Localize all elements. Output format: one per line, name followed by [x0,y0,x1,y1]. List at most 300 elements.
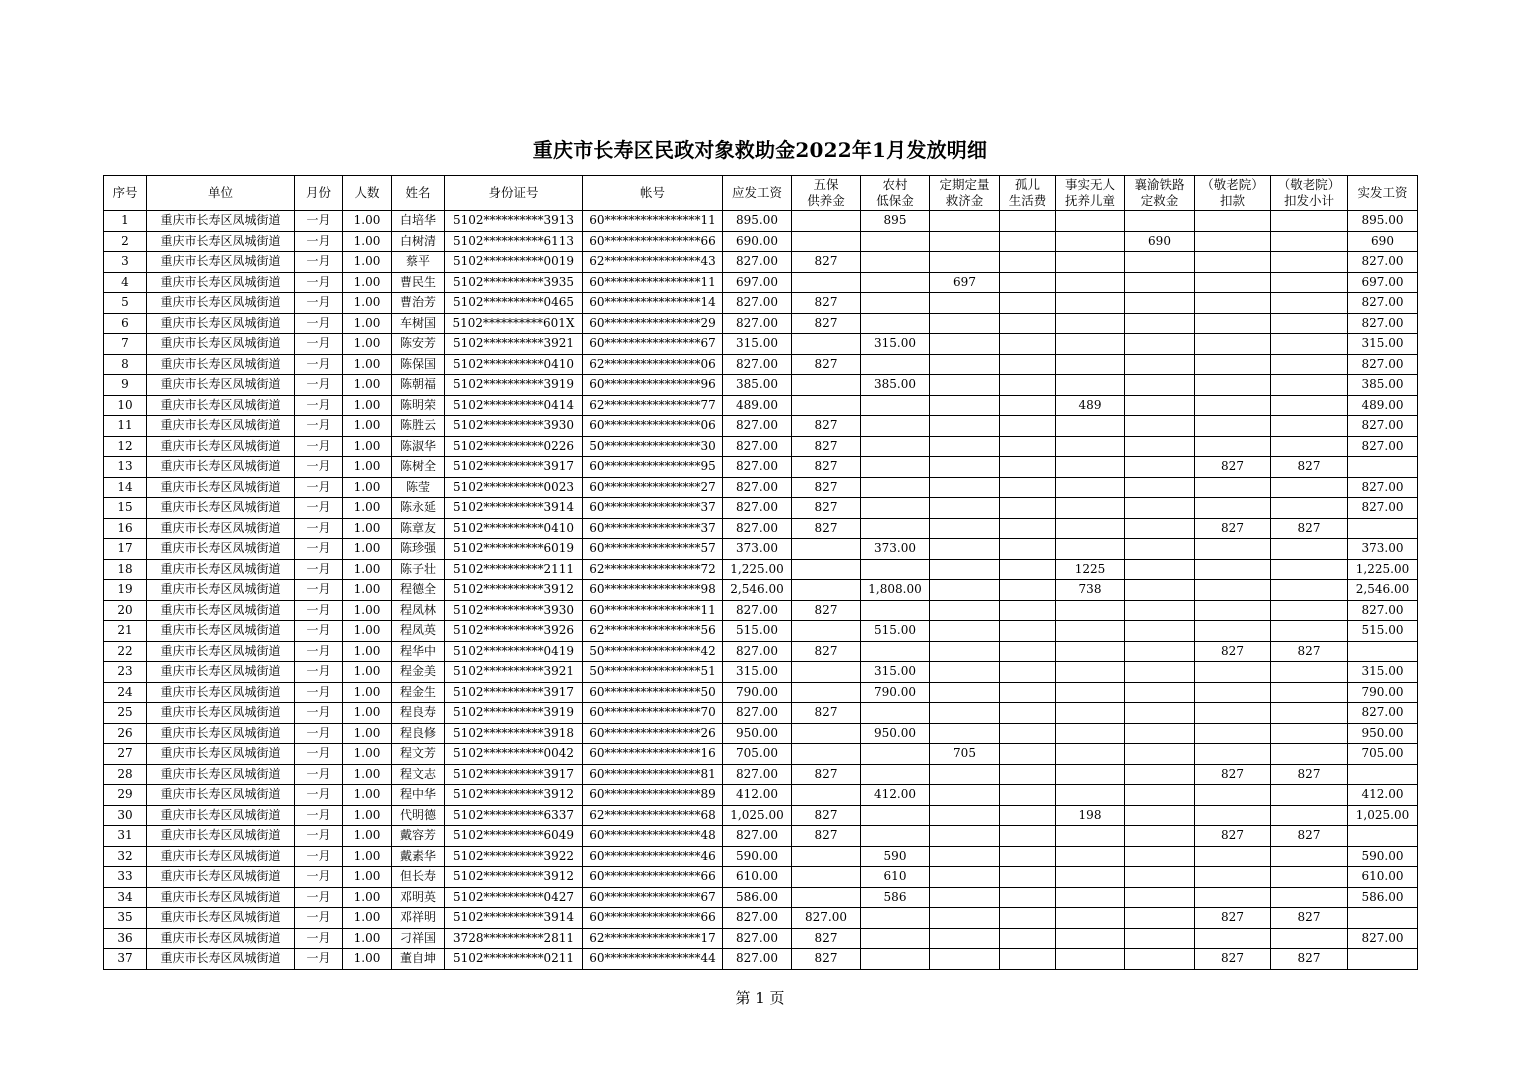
cell-gross-amount: 827.00 [723,477,792,498]
cell-id-number: 5102**********0410 [445,354,583,375]
cell-nursing-home-deduction: 827 [1195,908,1271,929]
cell-unit: 重庆市长寿区凤城街道 [147,375,295,396]
cell-account: 50****************51 [583,662,723,683]
cell-wubao-support [792,621,861,642]
cell-gross-amount: 827.00 [723,436,792,457]
cell-rural-dibao [861,600,930,621]
cell-net-amount: 690 [1348,231,1418,252]
cell-gross-amount: 827.00 [723,416,792,437]
cell-de-facto-orphan [1056,477,1125,498]
cell-fixed-relief [930,887,1000,908]
cell-nursing-home-withheld [1271,211,1348,232]
cell-gross-amount: 827.00 [723,764,792,785]
cell-nursing-home-deduction [1195,600,1271,621]
cell-wubao-support: 827 [792,457,861,478]
cell-net-amount [1348,908,1418,929]
table-row [104,887,1418,908]
cell-nursing-home-deduction [1195,559,1271,580]
cell-de-facto-orphan [1056,600,1125,621]
cell-net-amount: 610.00 [1348,867,1418,888]
cell-account: 60****************98 [583,580,723,601]
cell-rural-dibao [861,395,930,416]
table-header-row [104,176,1418,211]
table-row [104,908,1418,929]
cell-xiangyu-railway [1125,949,1195,970]
table-body [104,211,1418,970]
cell-rural-dibao [861,272,930,293]
cell-name: 陈树全 [392,457,445,478]
cell-wubao-support [792,682,861,703]
cell-orphan-living [1000,785,1056,806]
cell-headcount: 1.00 [343,252,392,273]
cell-serial: 11 [104,416,147,437]
cell-month: 一月 [295,785,343,806]
table-row [104,744,1418,765]
cell-id-number: 5102**********3926 [445,621,583,642]
cell-orphan-living [1000,826,1056,847]
cell-unit: 重庆市长寿区凤城街道 [147,395,295,416]
cell-serial: 20 [104,600,147,621]
cell-net-amount: 827.00 [1348,416,1418,437]
cell-xiangyu-railway [1125,354,1195,375]
cell-unit: 重庆市长寿区凤城街道 [147,252,295,273]
cell-de-facto-orphan: 198 [1056,805,1125,826]
cell-xiangyu-railway [1125,928,1195,949]
cell-nursing-home-deduction [1195,477,1271,498]
cell-account: 60****************37 [583,498,723,519]
cell-account: 60****************67 [583,887,723,908]
cell-account: 60****************67 [583,334,723,355]
cell-orphan-living [1000,723,1056,744]
cell-serial: 21 [104,621,147,642]
cell-fixed-relief [930,785,1000,806]
cell-orphan-living [1000,662,1056,683]
cell-xiangyu-railway [1125,744,1195,765]
cell-id-number: 5102**********6113 [445,231,583,252]
cell-id-number: 5102**********6337 [445,805,583,826]
cell-de-facto-orphan [1056,457,1125,478]
cell-fixed-relief [930,682,1000,703]
cell-net-amount: 385.00 [1348,375,1418,396]
cell-unit: 重庆市长寿区凤城街道 [147,334,295,355]
cell-orphan-living [1000,457,1056,478]
table-row [104,293,1418,314]
cell-name: 曹治芳 [392,293,445,314]
cell-nursing-home-deduction [1195,723,1271,744]
cell-net-amount: 827.00 [1348,600,1418,621]
cell-de-facto-orphan [1056,928,1125,949]
cell-xiangyu-railway [1125,908,1195,929]
cell-account: 60****************66 [583,867,723,888]
cell-headcount: 1.00 [343,518,392,539]
cell-name: 白树清 [392,231,445,252]
cell-name: 戴素华 [392,846,445,867]
cell-net-amount: 586.00 [1348,887,1418,908]
cell-name: 陈保国 [392,354,445,375]
cell-nursing-home-withheld [1271,805,1348,826]
cell-month: 一月 [295,621,343,642]
cell-nursing-home-withheld [1271,621,1348,642]
cell-serial: 23 [104,662,147,683]
cell-rural-dibao [861,498,930,519]
cell-month: 一月 [295,375,343,396]
cell-orphan-living [1000,539,1056,560]
cell-account: 62****************68 [583,805,723,826]
cell-fixed-relief: 705 [930,744,1000,765]
cell-wubao-support [792,744,861,765]
cell-net-amount: 489.00 [1348,395,1418,416]
cell-account: 62****************56 [583,621,723,642]
cell-rural-dibao: 315.00 [861,662,930,683]
cell-de-facto-orphan [1056,826,1125,847]
cell-unit: 重庆市长寿区凤城街道 [147,682,295,703]
cell-month: 一月 [295,928,343,949]
cell-orphan-living [1000,887,1056,908]
table-row [104,395,1418,416]
cell-xiangyu-railway [1125,723,1195,744]
cell-unit: 重庆市长寿区凤城街道 [147,805,295,826]
cell-nursing-home-deduction [1195,928,1271,949]
cell-serial: 15 [104,498,147,519]
cell-orphan-living [1000,354,1056,375]
cell-rural-dibao: 590 [861,846,930,867]
cell-unit: 重庆市长寿区凤城街道 [147,272,295,293]
cell-serial: 10 [104,395,147,416]
cell-nursing-home-deduction [1195,313,1271,334]
cell-headcount: 1.00 [343,908,392,929]
cell-id-number: 5102**********3917 [445,682,583,703]
cell-nursing-home-withheld [1271,539,1348,560]
cell-fixed-relief [930,539,1000,560]
cell-wubao-support [792,375,861,396]
cell-name: 程良寿 [392,703,445,724]
cell-rural-dibao: 610 [861,867,930,888]
cell-account: 50****************42 [583,641,723,662]
cell-wubao-support: 827 [792,600,861,621]
cell-nursing-home-withheld [1271,559,1348,580]
cell-gross-amount: 950.00 [723,723,792,744]
cell-xiangyu-railway: 690 [1125,231,1195,252]
cell-month: 一月 [295,354,343,375]
cell-de-facto-orphan [1056,887,1125,908]
cell-orphan-living [1000,928,1056,949]
cell-unit: 重庆市长寿区凤城街道 [147,785,295,806]
table-row [104,334,1418,355]
cell-unit: 重庆市长寿区凤城街道 [147,211,295,232]
cell-nursing-home-withheld [1271,682,1348,703]
cell-net-amount: 950.00 [1348,723,1418,744]
table-row [104,416,1418,437]
cell-serial: 2 [104,231,147,252]
cell-orphan-living [1000,621,1056,642]
cell-net-amount [1348,949,1418,970]
cell-serial: 27 [104,744,147,765]
column-header-nursing-home-deduction: （敬老院） 扣款 [1195,176,1271,211]
cell-net-amount: 373.00 [1348,539,1418,560]
cell-fixed-relief [930,867,1000,888]
cell-headcount: 1.00 [343,334,392,355]
cell-fixed-relief [930,354,1000,375]
cell-headcount: 1.00 [343,272,392,293]
cell-nursing-home-withheld [1271,846,1348,867]
cell-wubao-support [792,887,861,908]
cell-orphan-living [1000,703,1056,724]
cell-de-facto-orphan [1056,908,1125,929]
cell-xiangyu-railway [1125,252,1195,273]
cell-month: 一月 [295,600,343,621]
cell-xiangyu-railway [1125,846,1195,867]
cell-nursing-home-withheld [1271,785,1348,806]
cell-de-facto-orphan [1056,662,1125,683]
cell-serial: 14 [104,477,147,498]
cell-rural-dibao [861,293,930,314]
cell-account: 60****************81 [583,764,723,785]
cell-orphan-living [1000,252,1056,273]
cell-month: 一月 [295,498,343,519]
cell-id-number: 5102**********0410 [445,518,583,539]
cell-net-amount: 827.00 [1348,477,1418,498]
cell-xiangyu-railway [1125,211,1195,232]
cell-unit: 重庆市长寿区凤城街道 [147,928,295,949]
cell-wubao-support: 827 [792,498,861,519]
cell-orphan-living [1000,764,1056,785]
table-row [104,252,1418,273]
cell-rural-dibao: 586 [861,887,930,908]
cell-unit: 重庆市长寿区凤城街道 [147,867,295,888]
cell-serial: 16 [104,518,147,539]
cell-nursing-home-withheld [1271,272,1348,293]
cell-rural-dibao [861,231,930,252]
cell-nursing-home-deduction [1195,785,1271,806]
cell-account: 60****************70 [583,703,723,724]
column-header-rural-dibao: 农村 低保金 [861,176,930,211]
cell-account: 60****************48 [583,826,723,847]
cell-xiangyu-railway [1125,703,1195,724]
cell-wubao-support [792,785,861,806]
column-header-gross-amount: 应发工资 [723,176,792,211]
cell-nursing-home-deduction [1195,539,1271,560]
cell-headcount: 1.00 [343,375,392,396]
cell-id-number: 5102**********0419 [445,641,583,662]
cell-headcount: 1.00 [343,395,392,416]
cell-name: 程中华 [392,785,445,806]
column-header-nursing-home-withheld: （敬老院） 扣发小计 [1271,176,1348,211]
cell-xiangyu-railway [1125,436,1195,457]
cell-headcount: 1.00 [343,580,392,601]
table-row [104,949,1418,970]
column-header-name: 姓名 [392,176,445,211]
cell-serial: 18 [104,559,147,580]
table-row [104,211,1418,232]
column-header-xiangyu-railway: 襄渝铁路 定救金 [1125,176,1195,211]
cell-month: 一月 [295,252,343,273]
cell-serial: 30 [104,805,147,826]
cell-rural-dibao [861,703,930,724]
cell-nursing-home-withheld [1271,887,1348,908]
cell-unit: 重庆市长寿区凤城街道 [147,313,295,334]
cell-name: 程华中 [392,641,445,662]
cell-account: 60****************11 [583,211,723,232]
cell-name: 程文志 [392,764,445,785]
column-header-account: 帐号 [583,176,723,211]
cell-name: 蔡平 [392,252,445,273]
cell-id-number: 5102**********3919 [445,703,583,724]
cell-fixed-relief [930,334,1000,355]
table-row [104,518,1418,539]
cell-gross-amount: 827.00 [723,313,792,334]
cell-account: 60****************29 [583,313,723,334]
cell-orphan-living [1000,600,1056,621]
cell-wubao-support [792,272,861,293]
table-row [104,539,1418,560]
cell-month: 一月 [295,395,343,416]
cell-id-number: 5102**********3912 [445,785,583,806]
table-row [104,928,1418,949]
cell-id-number: 5102**********3930 [445,416,583,437]
cell-account: 50****************30 [583,436,723,457]
cell-name: 陈胜云 [392,416,445,437]
cell-serial: 34 [104,887,147,908]
cell-wubao-support [792,723,861,744]
cell-rural-dibao: 1,808.00 [861,580,930,601]
table-row [104,313,1418,334]
table-row [104,764,1418,785]
cell-serial: 5 [104,293,147,314]
table-row [104,682,1418,703]
cell-nursing-home-withheld [1271,313,1348,334]
cell-account: 62****************17 [583,928,723,949]
cell-name: 曹民生 [392,272,445,293]
cell-rural-dibao: 315.00 [861,334,930,355]
cell-unit: 重庆市长寿区凤城街道 [147,498,295,519]
cell-unit: 重庆市长寿区凤城街道 [147,764,295,785]
cell-name: 董自坤 [392,949,445,970]
column-header-month: 月份 [295,176,343,211]
cell-nursing-home-deduction [1195,211,1271,232]
cell-account: 60****************66 [583,231,723,252]
cell-gross-amount: 315.00 [723,334,792,355]
table-row [104,375,1418,396]
cell-nursing-home-withheld: 827 [1271,826,1348,847]
cell-month: 一月 [295,313,343,334]
cell-serial: 7 [104,334,147,355]
cell-nursing-home-deduction [1195,334,1271,355]
cell-de-facto-orphan [1056,436,1125,457]
cell-nursing-home-withheld: 827 [1271,641,1348,662]
cell-orphan-living [1000,498,1056,519]
cell-nursing-home-deduction [1195,703,1271,724]
cell-nursing-home-withheld: 827 [1271,518,1348,539]
cell-de-facto-orphan [1056,498,1125,519]
cell-serial: 6 [104,313,147,334]
table-row [104,867,1418,888]
cell-month: 一月 [295,477,343,498]
cell-headcount: 1.00 [343,949,392,970]
cell-de-facto-orphan [1056,682,1125,703]
cell-fixed-relief [930,949,1000,970]
cell-net-amount: 827.00 [1348,252,1418,273]
cell-id-number: 5102**********3913 [445,211,583,232]
cell-headcount: 1.00 [343,559,392,580]
column-header-de-facto-orphan: 事实无人 抚养儿童 [1056,176,1125,211]
cell-gross-amount: 705.00 [723,744,792,765]
cell-rural-dibao [861,744,930,765]
cell-de-facto-orphan [1056,272,1125,293]
cell-account: 62****************43 [583,252,723,273]
cell-name: 白培华 [392,211,445,232]
cell-orphan-living [1000,293,1056,314]
cell-name: 邓明英 [392,887,445,908]
cell-xiangyu-railway [1125,457,1195,478]
cell-de-facto-orphan [1056,293,1125,314]
cell-nursing-home-withheld [1271,354,1348,375]
cell-xiangyu-railway [1125,559,1195,580]
cell-xiangyu-railway [1125,313,1195,334]
cell-headcount: 1.00 [343,293,392,314]
cell-unit: 重庆市长寿区凤城街道 [147,641,295,662]
cell-net-amount: 1,225.00 [1348,559,1418,580]
cell-id-number: 5102**********3917 [445,457,583,478]
cell-account: 60****************27 [583,477,723,498]
cell-de-facto-orphan [1056,518,1125,539]
cell-nursing-home-withheld: 827 [1271,908,1348,929]
cell-name: 代明德 [392,805,445,826]
cell-nursing-home-deduction: 827 [1195,764,1271,785]
cell-net-amount: 697.00 [1348,272,1418,293]
cell-orphan-living [1000,436,1056,457]
table-row [104,805,1418,826]
page-number: 第 1 页 [735,989,785,1007]
cell-serial: 25 [104,703,147,724]
cell-rural-dibao: 385.00 [861,375,930,396]
cell-month: 一月 [295,908,343,929]
cell-de-facto-orphan [1056,703,1125,724]
cell-account: 60****************95 [583,457,723,478]
cell-fixed-relief [930,252,1000,273]
cell-rural-dibao [861,477,930,498]
cell-xiangyu-railway [1125,477,1195,498]
cell-nursing-home-deduction [1195,846,1271,867]
cell-nursing-home-deduction [1195,580,1271,601]
cell-gross-amount: 590.00 [723,846,792,867]
cell-de-facto-orphan: 738 [1056,580,1125,601]
cell-name: 戴容芳 [392,826,445,847]
cell-month: 一月 [295,641,343,662]
cell-rural-dibao [861,518,930,539]
cell-nursing-home-deduction [1195,416,1271,437]
cell-nursing-home-deduction [1195,395,1271,416]
table-row [104,621,1418,642]
cell-headcount: 1.00 [343,703,392,724]
cell-name: 程良修 [392,723,445,744]
cell-headcount: 1.00 [343,887,392,908]
cell-xiangyu-railway [1125,785,1195,806]
cell-gross-amount: 412.00 [723,785,792,806]
cell-unit: 重庆市长寿区凤城街道 [147,744,295,765]
cell-name: 程德全 [392,580,445,601]
cell-name: 程金美 [392,662,445,683]
table-row [104,436,1418,457]
cell-net-amount [1348,457,1418,478]
cell-gross-amount: 827.00 [723,457,792,478]
cell-unit: 重庆市长寿区凤城街道 [147,580,295,601]
cell-serial: 9 [104,375,147,396]
cell-headcount: 1.00 [343,846,392,867]
cell-de-facto-orphan [1056,211,1125,232]
cell-serial: 31 [104,826,147,847]
cell-xiangyu-railway [1125,293,1195,314]
cell-name: 车树国 [392,313,445,334]
